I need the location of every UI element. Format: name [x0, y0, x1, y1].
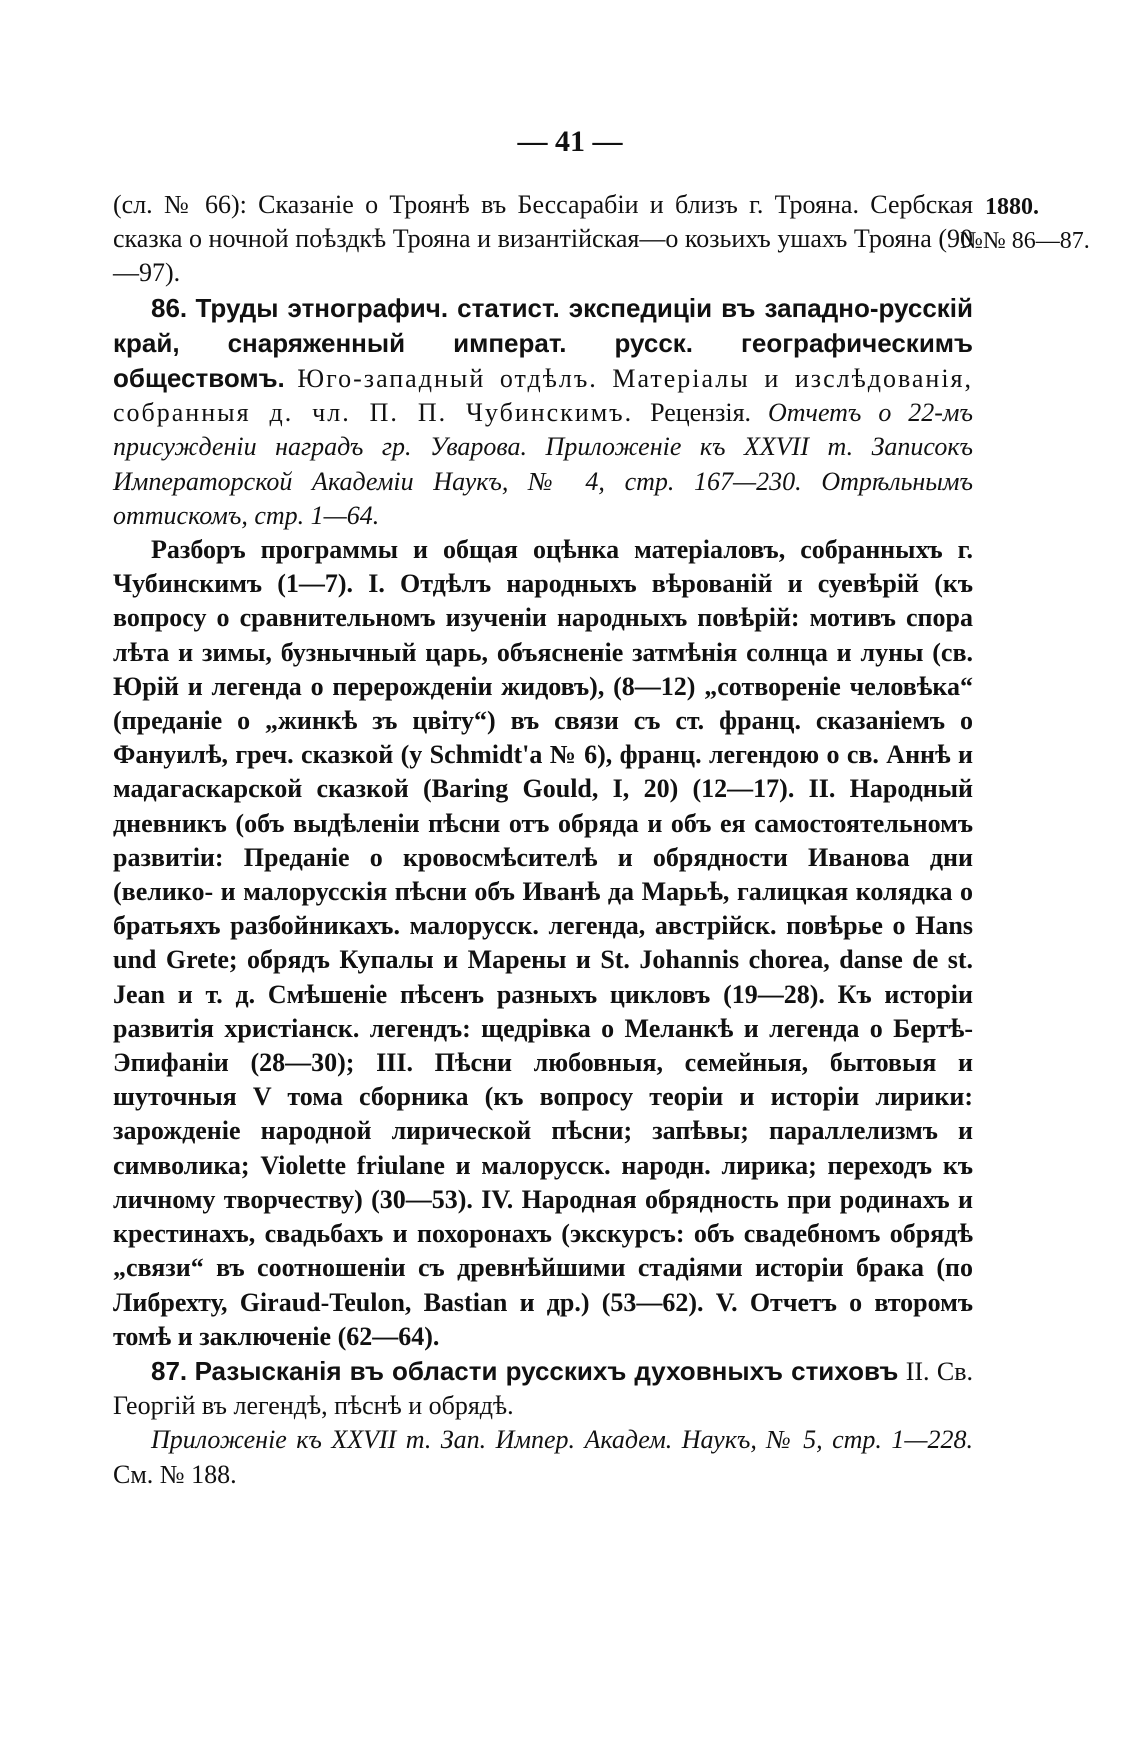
cross-reference: См. № 188.	[113, 1459, 237, 1489]
entry-number: 86.	[151, 292, 188, 323]
entry-title: Труды этнографич. статист. экспедиціи въ западно-русскій край, снаряженный императ. русск. географическимъ обществомъ.	[113, 292, 973, 394]
review-paragraph: Разборъ программы и общая оцѣнка матеріаловъ, собранныхъ г. Чубинскимъ (1—7). I. Отдѣлъ народныхъ вѣрованій и суевѣрій (къ вопросу о сравнительномъ изученіи народныхъ повѣрій: мотивъ спора лѣта и зимы, бузнычный царь, объясненіе затмѣнія солнца и луны (св. Юрій и легенда о перерожденіи жидовъ), (8—12) „сотвореніе человѣка“ (преданіе о „жинкѣ зъ цвіту“) въ связи съ ст. франц. сказаніемъ о Фануилѣ, греч. сказкой (у Schmidt'a № 6), франц. легендою о св. Аннѣ и мадагаскарской сказкой (Baring Gould, I, 20) (12—17). II. Народный дневникъ (объ выдѣленіи пѣсни отъ обряда и объ ея самостоятельномъ развитіи: Преданіе о кровосмѣсителѣ и обрядности Иванова дни (велико- и малорусскія пѣсни объ Иванѣ да Марьѣ, галицкая колядка о братьяхъ разбойникахъ. малорусск. легенда, австрійск. повѣрье о Hans und Grete; обрядъ Купалы и Марены и St. Johannis chorea, danse de st. Jean и т. д. Смѣшеніе пѣсенъ разныхъ цикловъ (19—28). Къ исторіи развитія христіанск. легендъ: щедрівка о Меланкѣ и легенда о Бертѣ-Эпифаніи (28—30); III. Пѣсни любовныя, семейныя, бытовыя и шуточныя V тома сборника (къ вопросу теоріи и исторіи лирики: зарожденіе народной лирической пѣсни; запѣвы; параллелизмъ и символика; Violette friulane и малорусск. народн. лирика; переходъ къ личному творчеству) (30—53). IV. Народная обрядность при родинахъ и крестинахъ, свадьбахъ и похоронахъ (экскурсъ: объ свадебномъ обрядѣ „связи“ въ соотношеніи съ древнѣйшими стадіями исторіи брака (по Либрехту, Giraud-Teulon, Bastian и др.) (53—62). V. Отчетъ о второмъ томѣ и заключеніе (62—64).	[113, 535, 973, 1351]
entry-subtitle: Юго-западный отдѣлъ. Матеріалы и изслѣдованія, собранныя д. чл. П. П. Чубинскимъ.	[113, 364, 974, 428]
entry-review-label: Рецензія.	[650, 398, 752, 428]
entry-subtitle: II. Св. Георгій въ легендѣ, пѣснѣ и обрядѣ.	[113, 1356, 974, 1421]
entry-87-publication	[113, 1423, 973, 1491]
paragraph-continuation: (сл. № 66): Сказаніе о Троянѣ въ Бессарабіи и близъ г. Трояна. Сербская сказка о ночной поѣздкѣ Трояна и византійская—о козьихъ ушахъ Трояна (90—97).	[113, 190, 973, 288]
entry-87	[113, 1354, 973, 1423]
margin-year: 1880.	[985, 194, 1039, 220]
page-number: — 41 —	[517, 125, 623, 158]
entry-publication: Отчетъ о 22-мъ присужденіи наградъ гр. Уварова. Приложеніе къ XXVII т. Записокъ Императорской Академіи Наукъ, № 4, стр. 167—230. Отрѣльнымъ оттискомъ, стр. 1—64.	[113, 398, 974, 530]
page-body	[113, 188, 973, 1492]
entry-title: Разысканія въ области русскихъ духовныхъ стиховъ	[194, 1355, 899, 1386]
entry-86	[113, 291, 973, 533]
publication-italic: Приложеніе къ XXVII т. Зап. Импер. Академ. Наукъ, № 5, стр. 1—228.	[151, 1425, 973, 1455]
entry-number: 87.	[151, 1355, 188, 1386]
margin-entry-numbers: №№ 86—87.	[960, 228, 1090, 254]
